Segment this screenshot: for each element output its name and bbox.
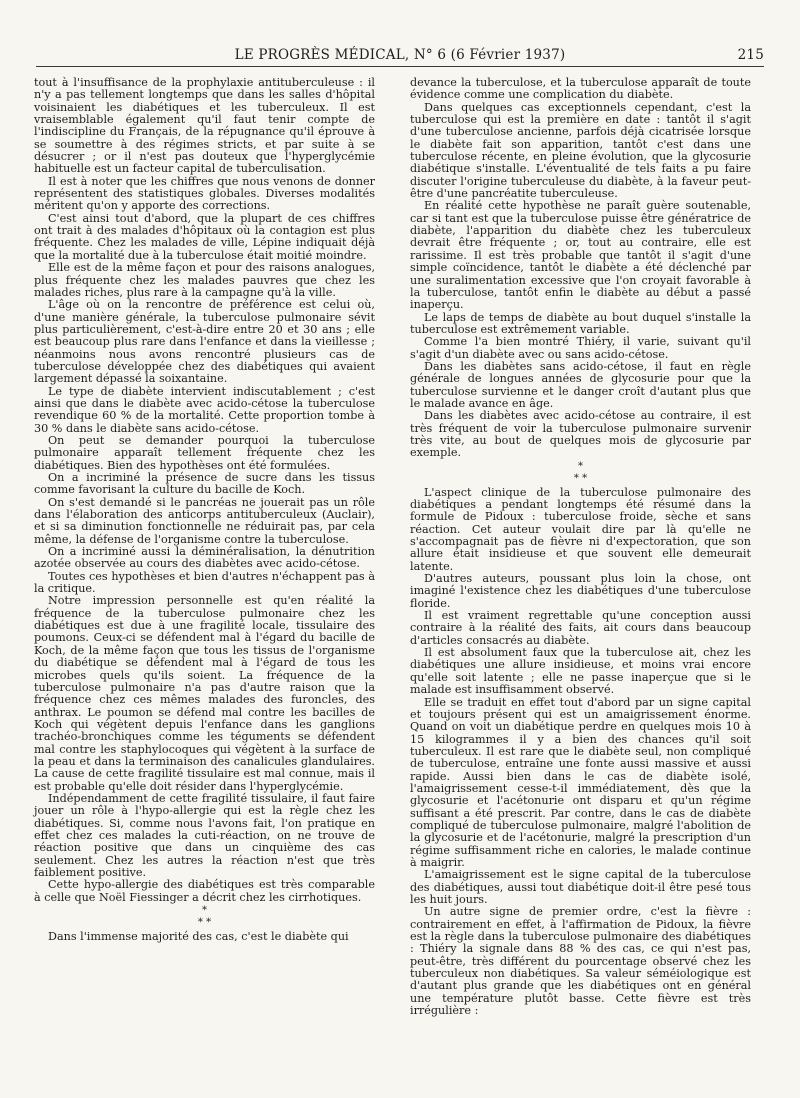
paragraph: Comme l'a bien montré Thiéry, il varie, suivant qu'il s'agit d'un diabète avec ou sans acido-cétose. — [410, 335, 751, 361]
page-number: 215 — [737, 47, 764, 63]
paragraph: Toutes ces hypothèses et bien d'autres n'échappent pas à la critique. — [34, 569, 375, 596]
paragraph: C'est ainsi tout d'abord, que la plupart de ces chiffres ont trait à des malades d'hôpitaux où la contagion est plus fréquente. Chez les malades de ville, Lépine indiquait déjà que la mortalité due à la tuberculose était moitié moindre. — [34, 211, 375, 262]
paragraph: Dans quelques cas exceptionnels cependant, c'est la tuberculose qui est la première en date : tantôt il s'agit d'une tuberculose ancienne, parfois déjà cicatrisée lorsque le diabète fait son apparition, tantôt c'est dans une tuberculose récente, en pleine évolution, que la glycosurie diabétique s'installe. L'éventualité de tels faits a pu faire discuter l'origine tuberculeuse du diabète, à la faveur peut-être d'une pancréatite tuberculeuse. — [410, 100, 751, 201]
paragraph: Dans les diabètes sans acido-cétose, il faut en règle générale de longues années de glycosurie pour que la tuberculose survienne et le danger croît d'autant plus que le malade avance en âge. — [410, 359, 751, 410]
left-column — [34, 77, 375, 943]
paragraph: Dans l'immense majorité des cas, c'est le diabète qui — [48, 930, 349, 944]
paragraph: L'amaigrissement est le signe capital de la tuberculose des diabétiques, aussi tout diabétique doit-il être pesé tous les huit jours. — [410, 868, 751, 906]
paragraph: Le type de diabète intervient indiscutablement ; c'est ainsi que dans le diabète avec acido-cétose la tuberculose revendique 60 % de la mortalité. Cette proportion tombe à 30 % dans le diabète sans acido-cétose. — [34, 384, 375, 435]
running-header — [36, 44, 764, 67]
paragraph: Cette hypo-allergie des diabétiques est très comparable à celle que Noël Fiessinger a décrit chez les cirrhotiques. — [34, 878, 375, 904]
paragraph: On a incriminé la présence de sucre dans les tissus comme favorisant la culture du bacille de Koch. — [34, 471, 375, 497]
paragraph: On a incriminé aussi la déminéralisation, la dénutrition azotée observée au cours des diabètes avec acido-cétose. — [34, 545, 375, 571]
paragraph: Elle se traduit en effet tout d'abord par un signe capital et toujours présent qui est un amaigrissement énorme. Quand on voit un diabétique perdre en quelques mois 10 à 15 kilogrammes il y a bien des chances qu'il soit tuberculeux. Il est rare que le diabète seul, non compliqué de tuberculose, entraîne une fonte aussi massive et aussi rapide. Aussi bien dans le cas de diabète isolé, l'amaigrissement cesse-t-il immédiatement, dès que la glycosurie et l'acétonurie ont disparu et qu'un régime suffisant a été prescrit. Par contre, dans le cas de diabète compliqué de tuberculose pulmonaire, malgré l'abolition de la glycosurie et de l'acétonurie, malgré la prescription d'un régime suffisamment riche en calories, le malade continue à maigrir. — [410, 695, 751, 869]
paragraph: Un autre signe de premier ordre, c'est la fièvre : contrairement en effet, à l'affirmation de Pidoux, la fièvre est la règle dans la tuberculose pulmonaire des diabétiques : Thiéry la signale dans 88 % des cas, ce qui n'est pas, peut-être, très différent du pourcentage observé chez les tuberculeux non diabétiques. Sa valeur séméiologique est d'autant plus grande que les diabétiques ont en général une température plutôt basse. Cette fièvre est très irrégulière : — [410, 905, 751, 1018]
paragraph: devance la tuberculose, et la tuberculose apparaît de toute évidence comme une complication du diabète. — [410, 76, 751, 102]
paragraph: tout à l'insuffisance de la prophylaxie antituberculeuse : il n'y a pas tellement longtemps que dans les salles d'hôpital voisinaient les diabétiques et les tuberculeux. Il est vraisemblable également qu'il faut tenir compte de l'indiscipline du Français, de la répugnance qu'il éprouve à se soumettre à des régimes stricts, et par suite à se désucrer ; or il n'est pas douteux que l'hyperglycémie habituelle est un facteur capital de tuberculisation. — [34, 76, 375, 176]
paragraph: Il est vraiment regrettable qu'une conception aussi contraire à la réalité des faits, ait cours dans beaucoup d'articles consacrés au diabète. — [410, 609, 751, 647]
paragraph: On peut se demander pourquoi la tuberculose pulmonaire apparaît tellement fréquente chez les diabétiques. Bien des hypothèses ont été formulées. — [34, 433, 375, 472]
paragraph: Le laps de temps de diabète au bout duquel s'installe la tuberculose est extrêmement variable. — [410, 310, 751, 336]
right-column — [410, 77, 751, 1017]
paragraph: Indépendamment de cette fragilité tissulaire, il faut faire jouer un rôle à l'hypo-allergie qui est la règle chez les diabétiques. Si, comme nous l'avons fait, l'on pratique en effet chez ces malades la cuti-réaction, on ne trouve de réaction positive que dans un cinquième des cas seulement. Chez les autres la réaction n'est que très faiblement positive. — [34, 791, 375, 879]
paragraph: Notre impression personnelle est qu'en réalité la fréquence de la tuberculose pulmonaire chez les diabétiques est due à une fragilité locale, tissulaire des poumons. Ceux-ci se défendent mal à l'égard du bacille de Koch, de la même façon que tous les tissus de l'organisme du diabétique se défendent mal à l'égard de tous les microbes quels qu'ils soient. La fréquence de la tuberculose pulmonaire n'a pas d'autre raison que la fréquence chez ces mêmes malades des furoncles, des anthrax. Le poumon se défend mal contre les bacilles de Koch qui végètent depuis l'enfance dans les ganglions trachéo-bronchiques comme les téguments se défendent mal contre les staphylocoques qui végètent à la surface de la peau et dans la terminaison des canalicules glandulaires. La cause de cette fragilité tissulaire est mal connue, mais il est probable qu'elle doit résider dans l'hyperglycémie. — [34, 594, 375, 793]
section-separator: * * * — [197, 905, 212, 929]
paragraph: Elle est de la même façon et pour des raisons analogues, plus fréquente chez les malades pauvres que chez les malades riches, plus rare à la campagne qu'à la ville. — [34, 261, 375, 299]
journal-title: LE PROGRÈS MÉDICAL, N° 6 (6 Février 1937) — [234, 47, 566, 63]
paragraph: Il est absolument faux que la tuberculose ait, chez les diabétiques une allure insidieuse, et moins vrai encore qu'elle soit latente ; elle ne passe inaperçue que si le malade est insuffisamment observé. — [410, 646, 751, 697]
paragraph: L'aspect clinique de la tuberculose pulmonaire des diabétiques a pendant longtemps été résumé dans la formule de Pidoux : tuberculose froide, sèche et sans réaction. Cet auteur voulait dire par là qu'elle ne s'accompagnait pas de fièvre ni d'expectoration, que son allure était insidieuse et que souvent elle demeurait latente. — [410, 485, 751, 573]
paragraph: Il est à noter que les chiffres que nous venons de donner représentent des statistiques globales. Diverses modalités méritent qu'on y apporte des corrections. — [34, 174, 375, 213]
paragraph: En réalité cette hypothèse ne paraît guère soutenable, car si tant est que la tuberculose puisse être génératrice de diabète, l'apparition du diabète chez les tuberculeux devrait être fréquente ; or, tout au contraire, elle est rarissime. Il est très probable que tantôt il s'agit d'une simple coïncidence, tantôt le diabète a été déclenché par une suralimentation excessive que l'on croyait favorable à la tuberculose, tantôt enfin le diabète au début a passé inaperçu. — [410, 199, 751, 312]
paragraph: Dans les diabètes avec acido-cétose au contraire, il est très fréquent de voir la tuberculose pulmonaire survenir très vite, au bout de quelques mois de glycosurie par exemple. — [410, 409, 751, 460]
paragraph: L'âge où on la rencontre de préférence est celui où, d'une manière générale, la tuberculose pulmonaire sévit plus particulièrement, c'est-à-dire entre 20 et 30 ans ; elle est beaucoup plus rare dans l'enfance et dans la vieillesse ; néanmoins nous avons rencontré plusieurs cas de tuberculose développée chez des diabétiques qui avaient largement dépassé la soixantaine. — [34, 298, 375, 386]
paragraph: On s'est demandé si le pancréas ne jouerait pas un rôle dans l'élaboration des anticorps antituberculeux (Auclair), et si sa diminution fonctionnelle ne réduirait pas, par cela même, la défense de l'organisme contre la tuberculose. — [34, 495, 375, 546]
paragraph: D'autres auteurs, poussant plus loin la chose, ont imaginé l'existence chez les diabétiques d'une tuberculose floride. — [410, 572, 751, 610]
section-separator: * * * — [573, 460, 588, 484]
